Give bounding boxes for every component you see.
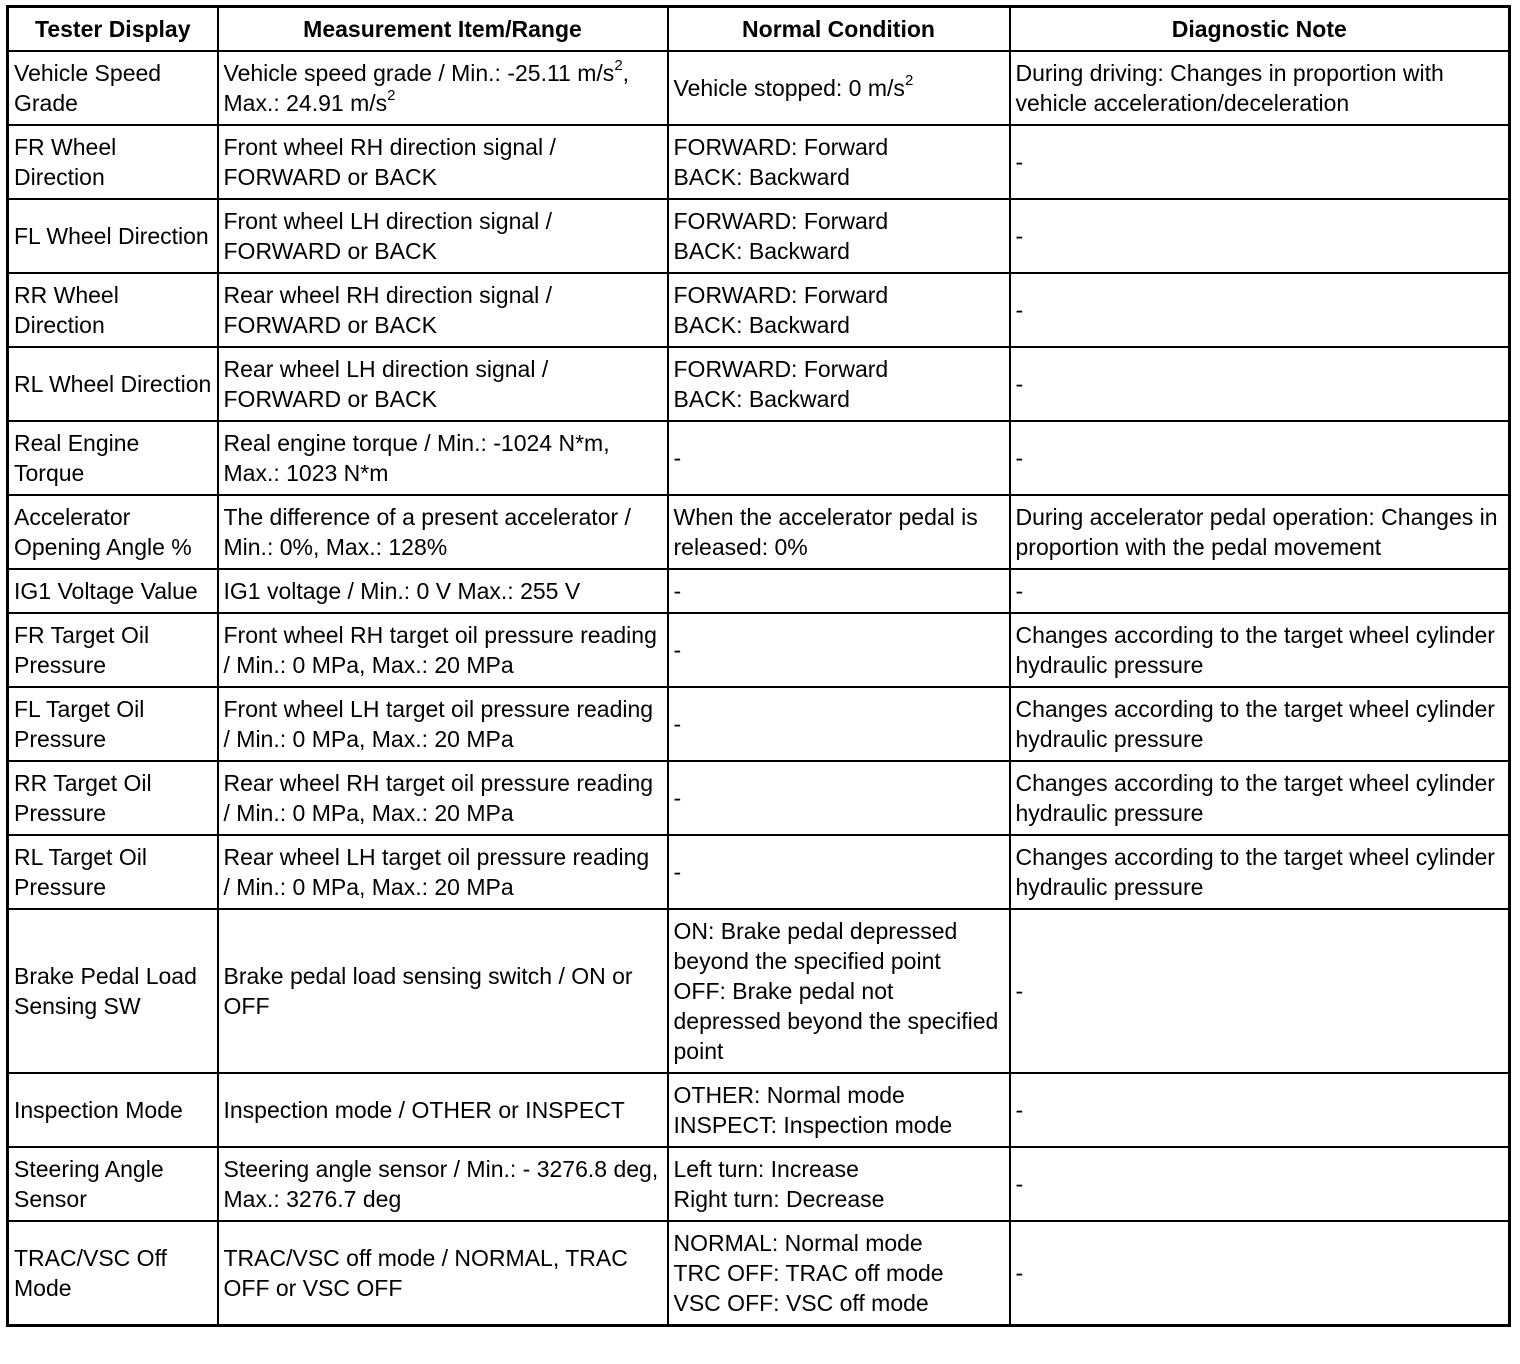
tester-display-cell: Accelerator Opening Angle %: [8, 495, 218, 569]
header-normal-condition: Normal Condition: [668, 7, 1010, 52]
tester-display-cell: TRAC/VSC Off Mode: [8, 1221, 218, 1326]
condition-line: BACK: Backward: [673, 386, 850, 412]
condition-line: When the accelerator pedal is released: 0%: [673, 504, 978, 560]
diagnostic-note-cell: -: [1010, 909, 1510, 1073]
measurement-range-cell: Rear wheel LH direction signal / FORWARD or BACK: [218, 347, 668, 421]
diagnostic-note-cell: -: [1010, 421, 1510, 495]
condition-line: -: [673, 578, 682, 604]
measurement-range-cell: Rear wheel LH target oil pressure reading / Min.: 0 MPa, Max.: 20 MPa: [218, 835, 668, 909]
table-row: [8, 347, 1510, 421]
tester-display-cell: Inspection Mode: [8, 1073, 218, 1147]
condition-line: INSPECT: Inspection mode: [673, 1112, 953, 1138]
unit-text: m/s: [350, 90, 388, 116]
condition-line: -: [673, 859, 682, 885]
diagnostic-note-cell: Changes according to the target wheel cylinder hydraulic pressure: [1010, 687, 1510, 761]
tester-display-cell: RR Target Oil Pressure: [8, 761, 218, 835]
tester-display-cell: Real Engine Torque: [8, 421, 218, 495]
table-row: [8, 273, 1510, 347]
unit-exponent: 2: [614, 57, 623, 74]
tester-display-cell: RL Wheel Direction: [8, 347, 218, 421]
tester-display-cell: FR Wheel Direction: [8, 125, 218, 199]
condition-line: BACK: Backward: [673, 164, 850, 190]
diagnostic-note-cell: -: [1010, 1073, 1510, 1147]
table-row: [8, 495, 1510, 569]
tester-display-cell: Vehicle Speed Grade: [8, 51, 218, 125]
condition-line: FORWARD: Forward: [673, 356, 889, 382]
table-row: [8, 125, 1510, 199]
table-row: [8, 199, 1510, 273]
header-tester-display: Tester Display: [8, 7, 218, 52]
normal-condition-cell: [668, 613, 1010, 687]
table-row: [8, 761, 1510, 835]
condition-line: -: [673, 637, 682, 663]
normal-condition-cell: [668, 909, 1010, 1073]
diagnostic-note-cell: -: [1010, 199, 1510, 273]
diagnostic-note-cell: -: [1010, 273, 1510, 347]
normal-condition-cell: [668, 835, 1010, 909]
tester-display-cell: FL Target Oil Pressure: [8, 687, 218, 761]
measurement-range-cell: Brake pedal load sensing switch / ON or OFF: [218, 909, 668, 1073]
condition-line: Left turn: Increase: [673, 1156, 859, 1182]
normal-condition-cell: [668, 1147, 1010, 1221]
measurement-range-cell: Front wheel RH target oil pressure reading / Min.: 0 MPa, Max.: 20 MPa: [218, 613, 668, 687]
measurement-range-cell: [218, 51, 668, 125]
diagnostic-note-cell: -: [1010, 569, 1510, 613]
tester-display-cell: FR Target Oil Pressure: [8, 613, 218, 687]
condition-line: OTHER: Normal mode: [673, 1082, 905, 1108]
unit-exponent: 2: [904, 72, 914, 89]
table-row: [8, 1221, 1510, 1326]
condition-line: FORWARD: Forward: [673, 134, 889, 160]
condition-line: FORWARD: Forward: [673, 282, 889, 308]
table-row: [8, 421, 1510, 495]
diagnostic-note-cell: Changes according to the target wheel cylinder hydraulic pressure: [1010, 761, 1510, 835]
header-measurement-item: Measurement Item/Range: [218, 7, 668, 52]
measurement-range-cell: IG1 voltage / Min.: 0 V Max.: 255 V: [218, 569, 668, 613]
measurement-range-cell: Front wheel RH direction signal / FORWARD or BACK: [218, 125, 668, 199]
condition-line: TRC OFF: TRAC off mode: [673, 1260, 944, 1286]
condition-line: BACK: Backward: [673, 238, 850, 264]
range-text: , Max.: 24.91: [223, 60, 630, 116]
normal-condition-cell: [668, 569, 1010, 613]
tester-display-cell: RR Wheel Direction: [8, 273, 218, 347]
table-row: [8, 687, 1510, 761]
tester-display-cell: FL Wheel Direction: [8, 199, 218, 273]
header-diagnostic-note: Diagnostic Note: [1010, 7, 1510, 52]
condition-line: NORMAL: Normal mode: [673, 1230, 923, 1256]
table-row: [8, 613, 1510, 687]
diagnostic-note-cell: -: [1010, 347, 1510, 421]
normal-condition-cell: [668, 761, 1010, 835]
measurement-range-cell: Front wheel LH target oil pressure reading / Min.: 0 MPa, Max.: 20 MPa: [218, 687, 668, 761]
diagnostic-note-cell: -: [1010, 1221, 1510, 1326]
tester-display-cell: Steering Angle Sensor: [8, 1147, 218, 1221]
data-list-table: [6, 5, 1511, 1327]
measurement-range-cell: Inspection mode / OTHER or INSPECT: [218, 1073, 668, 1147]
table-row: [8, 1073, 1510, 1147]
measurement-range-cell: Front wheel LH direction signal / FORWARD or BACK: [218, 199, 668, 273]
measurement-range-cell: Rear wheel RH direction signal / FORWARD or BACK: [218, 273, 668, 347]
condition-text: Vehicle stopped: 0: [673, 75, 868, 101]
tester-display-cell: Brake Pedal Load Sensing SW: [8, 909, 218, 1073]
table-header-row: [8, 7, 1510, 52]
diagnostic-note-cell: During driving: Changes in proportion with vehicle acceleration/deceleration: [1010, 51, 1510, 125]
diagnostic-note-cell: Changes according to the target wheel cylinder hydraulic pressure: [1010, 835, 1510, 909]
normal-condition-cell: [668, 1221, 1010, 1326]
condition-line: -: [673, 785, 682, 811]
tester-display-cell: IG1 Voltage Value: [8, 569, 218, 613]
measurement-range-cell: TRAC/VSC off mode / NORMAL, TRAC OFF or VSC OFF: [218, 1221, 668, 1326]
table-row: [8, 51, 1510, 125]
measurement-range-cell: Rear wheel RH target oil pressure reading / Min.: 0 MPa, Max.: 20 MPa: [218, 761, 668, 835]
diagnostic-note-cell: -: [1010, 1147, 1510, 1221]
tester-display-cell: RL Target Oil Pressure: [8, 835, 218, 909]
measurement-range-cell: Real engine torque / Min.: -1024 N*m, Max.: 1023 N*m: [218, 421, 668, 495]
measurement-range-cell: Steering angle sensor / Min.: - 3276.8 deg, Max.: 3276.7 deg: [218, 1147, 668, 1221]
normal-condition-cell: [668, 421, 1010, 495]
table-row: [8, 835, 1510, 909]
condition-line: FORWARD: Forward: [673, 208, 889, 234]
unit-text: m/s: [577, 60, 615, 86]
normal-condition-cell: [668, 347, 1010, 421]
condition-line: VSC OFF: VSC off mode: [673, 1290, 929, 1316]
document-page: [6, 5, 1511, 1327]
table-row: [8, 909, 1510, 1073]
diagnostic-note-cell: Changes according to the target wheel cylinder hydraulic pressure: [1010, 613, 1510, 687]
unit-exponent: 2: [387, 87, 396, 104]
normal-condition-cell: [668, 1073, 1010, 1147]
range-text: Vehicle speed grade / Min.: -25.11: [223, 60, 578, 86]
normal-condition-cell: [668, 273, 1010, 347]
normal-condition-cell: [668, 495, 1010, 569]
normal-condition-cell: [668, 199, 1010, 273]
measurement-range-cell: The difference of a present accelerator / Min.: 0%, Max.: 128%: [218, 495, 668, 569]
diagnostic-note-cell: -: [1010, 125, 1510, 199]
condition-line: BACK: Backward: [673, 312, 850, 338]
condition-line: Right turn: Decrease: [673, 1186, 885, 1212]
normal-condition-cell: [668, 51, 1010, 125]
condition-line: ON: Brake pedal depressed beyond the specified point: [673, 918, 958, 974]
diagnostic-note-cell: During accelerator pedal operation: Changes in proportion with the pedal movement: [1010, 495, 1510, 569]
unit-text: m/s: [867, 75, 905, 101]
condition-line: -: [673, 445, 682, 471]
table-row: [8, 1147, 1510, 1221]
table-row: [8, 569, 1510, 613]
condition-line: OFF: Brake pedal not depressed beyond the specified point: [673, 978, 999, 1064]
normal-condition-cell: [668, 687, 1010, 761]
normal-condition-cell: [668, 125, 1010, 199]
condition-line: -: [673, 711, 682, 737]
